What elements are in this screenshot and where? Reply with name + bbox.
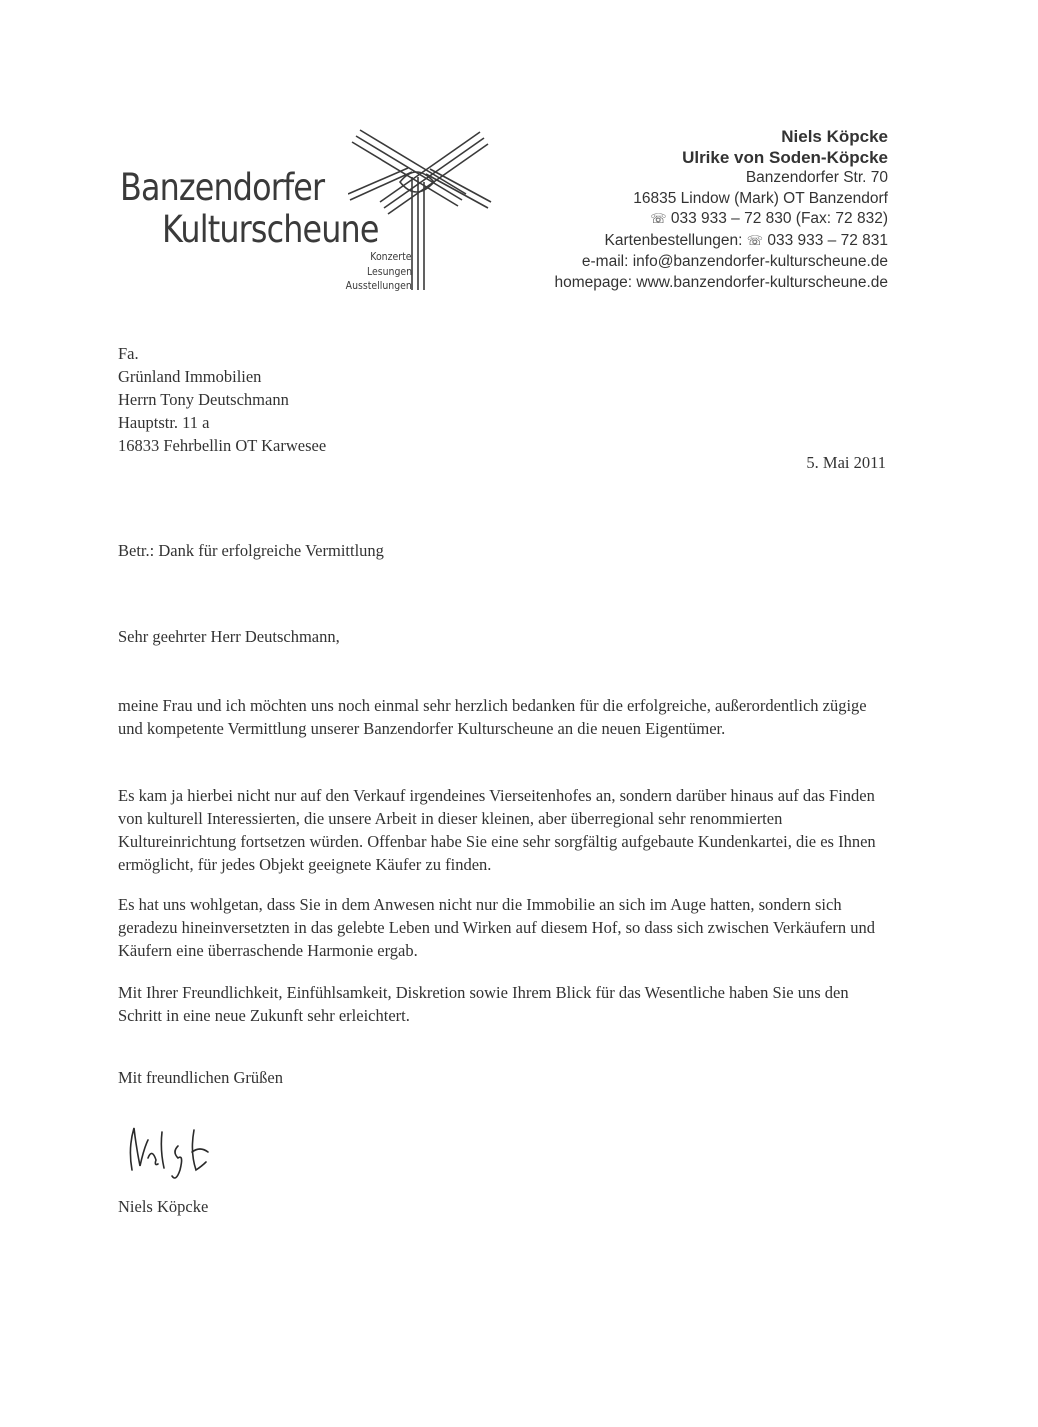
sender-street: Banzendorfer Str. 70 bbox=[745, 169, 888, 186]
logo-sub-ausstellungen: Ausstellungen bbox=[345, 279, 412, 292]
sender-homepage: homepage: www.banzendorfer-kulturscheune.de bbox=[554, 273, 888, 291]
sender-tickets-phone: 033 933 – 72 831 bbox=[767, 231, 888, 249]
sender-city: 16835 Lindow (Mark) OT Banzendorf bbox=[633, 189, 888, 207]
sender-tickets-label: Kartenbestellungen: bbox=[604, 231, 743, 249]
logo-text-banzendorfer: Banzendorfer bbox=[120, 166, 325, 209]
signer-name: Niels Köpcke bbox=[118, 1197, 209, 1216]
sender-phone: 033 933 – 72 830 (Fax: 72 832) bbox=[670, 210, 888, 227]
sender-email: e-mail: info@banzendorfer-kulturscheune.de bbox=[581, 253, 888, 270]
sender-tickets-line bbox=[555, 231, 888, 253]
body-paragraph-3: Es hat uns wohlgetan, dass Sie in dem Anwesen nicht nur die Immobilie an sich im Auge hatten, sondern sich geradezu hineinversetzten in das gelebte Leben und Wirken auf diesem Hof, so dass sich zwischen Verkäufern und Käufern eine überraschende Harmonie ergab. bbox=[118, 895, 876, 960]
timber-frame-logo-icon bbox=[345, 122, 493, 297]
telephone-icon: ☏ bbox=[650, 212, 667, 227]
kulturscheune-logo bbox=[118, 122, 498, 297]
body-paragraph-4: Mit Ihrer Freundlichkeit, Einfühlsamkeit, Diskretion sowie Ihrem Blick für das Wesentliche haben Sie uns den Schritt in eine neue Zukunft sehr erleichtert. bbox=[118, 983, 849, 1025]
handwritten-signature bbox=[118, 1118, 228, 1198]
logo-sub-lesungen: Lesungen bbox=[366, 265, 412, 278]
sender-block bbox=[555, 126, 888, 293]
closing-phrase: Mit freundlichen Grüßen bbox=[118, 1068, 283, 1087]
letter-date: 5. Mai 2011 bbox=[806, 453, 886, 472]
subject-line: Betr.: Dank für erfolgreiche Vermittlung bbox=[118, 541, 384, 560]
logo-sub-konzerte: Konzerte bbox=[370, 250, 412, 263]
sender-name-2: Ulrike von Soden-Köpcke bbox=[682, 148, 888, 167]
sender-phone-line bbox=[555, 209, 888, 231]
recipient-line: 16833 Fehrbellin OT Karwesee bbox=[118, 436, 327, 455]
body-paragraph-2: Es kam ja hierbei nicht nur auf den Verkauf irgendeines Vierseitenhofes an, sondern darüber hinaus auf das Finden von kulturell Interessierten, die unsere Arbeit in dieser kleinen, aber überregional sehr renommierten Kultureinrichtung fortsetzen würden. Offenbar habe Sie eine sehr sorgfältig aufgebaute Kundenkartei, die es Ihnen ermöglicht, für jedes Objekt geeignete Käufer zu finden. bbox=[118, 786, 876, 874]
body-paragraph-1: meine Frau und ich möchten uns noch einmal sehr herzlich bedanken für die erfolgreiche, außerordentlich zügige und kompetente Vermittlung unserer Banzendorfer Kulturscheune an die neuen Eigentümer. bbox=[118, 696, 867, 738]
recipient-line: Fa. bbox=[118, 344, 139, 363]
recipient-line: Herrn Tony Deutschmann bbox=[118, 390, 289, 409]
logo-text-kulturscheune: Kulturscheune bbox=[162, 208, 379, 251]
recipient-line: Grünland Immobilien bbox=[118, 367, 262, 386]
recipient-address bbox=[118, 342, 326, 457]
telephone-icon: ☏ bbox=[746, 233, 764, 249]
salutation: Sehr geehrter Herr Deutschmann, bbox=[118, 627, 340, 646]
sender-name-1: Niels Köpcke bbox=[781, 127, 888, 146]
recipient-line: Hauptstr. 11 a bbox=[118, 413, 210, 432]
